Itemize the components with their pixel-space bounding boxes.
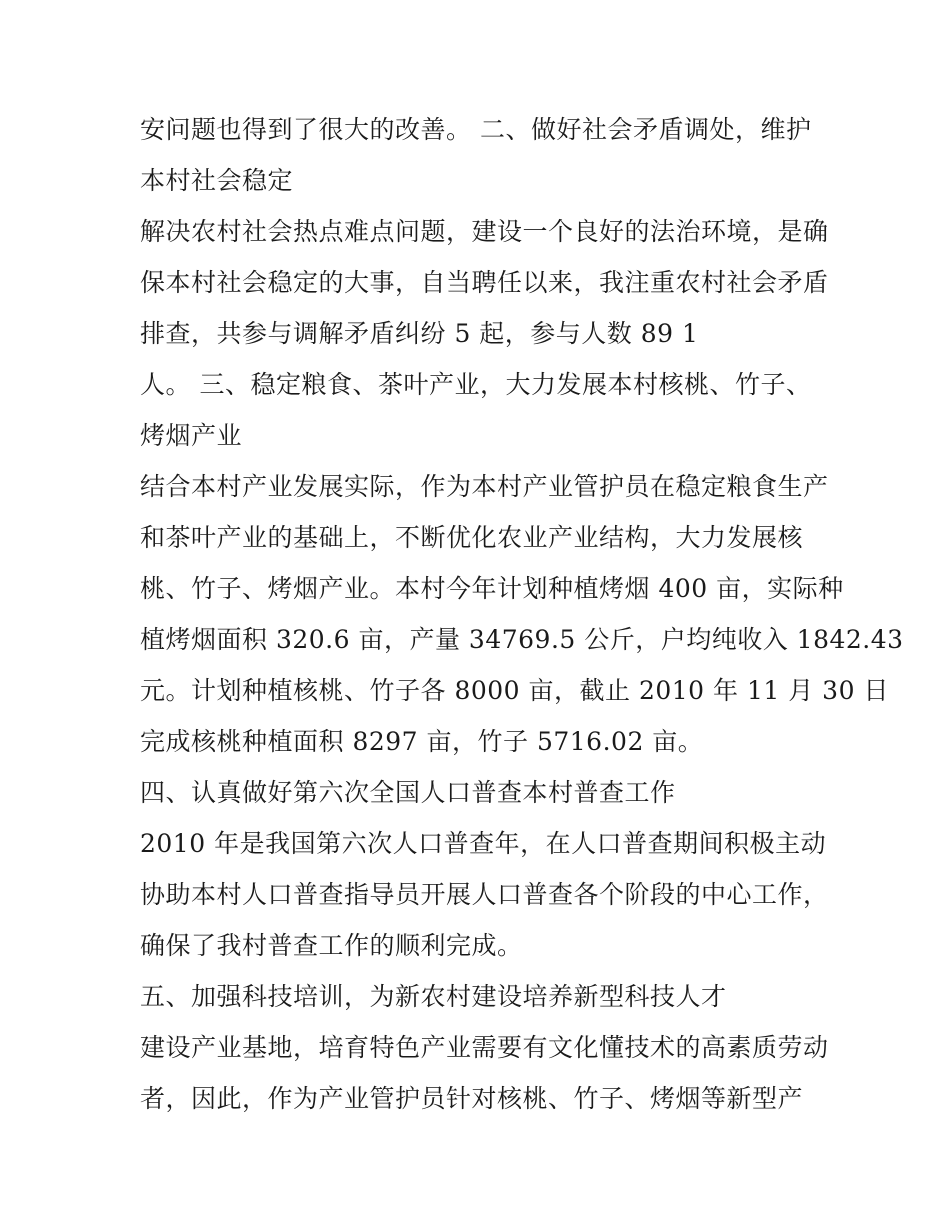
text-line: 确保了我村普查工作的顺利完成。 [140,931,523,960]
text-line: 安问题也得到了很大的改善。 二、做好社会矛盾调处，维护 [140,115,812,144]
text-line: 桃、竹子、烤烟产业。本村今年计划种植烤烟 400 亩，实际种 [140,574,844,603]
text-line: 2010 年是我国第六次人口普查年，在人口普查期间积极主动 [140,829,827,858]
section-heading: 五、加强科技培训，为新农村建设培养新型科技人才 [140,982,727,1011]
text-line: 烤烟产业 [140,421,243,450]
text-line: 元。计划种植核桃、竹子各 8000 亩，截止 2010 年 11 月 30 日 [140,676,889,705]
text-line: 保本村社会稳定的大事，自当聘任以来，我注重农村社会矛盾 [140,268,829,297]
document-body [140,104,904,1124]
text-line: 排查，共参与调解矛盾纠纷 5 起，参与人数 89 1 [140,319,699,348]
text-line: 解决农村社会热点难点问题，建设一个良好的法治环境，是确 [140,217,829,246]
text-line: 人。 三、稳定粮食、茶叶产业，大力发展本村核桃、竹子、 [140,370,812,399]
section-heading: 四、认真做好第六次全国人口普查本村普查工作 [140,778,676,807]
text-line: 完成核桃种植面积 8297 亩，竹子 5716.02 亩。 [140,727,704,756]
text-line: 本村社会稳定 [140,166,294,195]
text-line: 建设产业基地，培育特色产业需要有文化懂技术的高素质劳动 [140,1033,829,1062]
text-line: 结合本村产业发展实际，作为本村产业管护员在稳定粮食生产 [140,472,829,501]
text-line: 者，因此，作为产业管护员针对核桃、竹子、烤烟等新型产 [140,1084,804,1113]
text-line: 植烤烟面积 320.6 亩，产量 34769.5 公斤，户均纯收入 1842.43 [140,625,904,654]
text-line: 和茶叶产业的基础上，不断优化农业产业结构，大力发展核 [140,523,804,552]
text-line: 协助本村人口普查指导员开展人口普查各个阶段的中心工作， [140,880,829,909]
